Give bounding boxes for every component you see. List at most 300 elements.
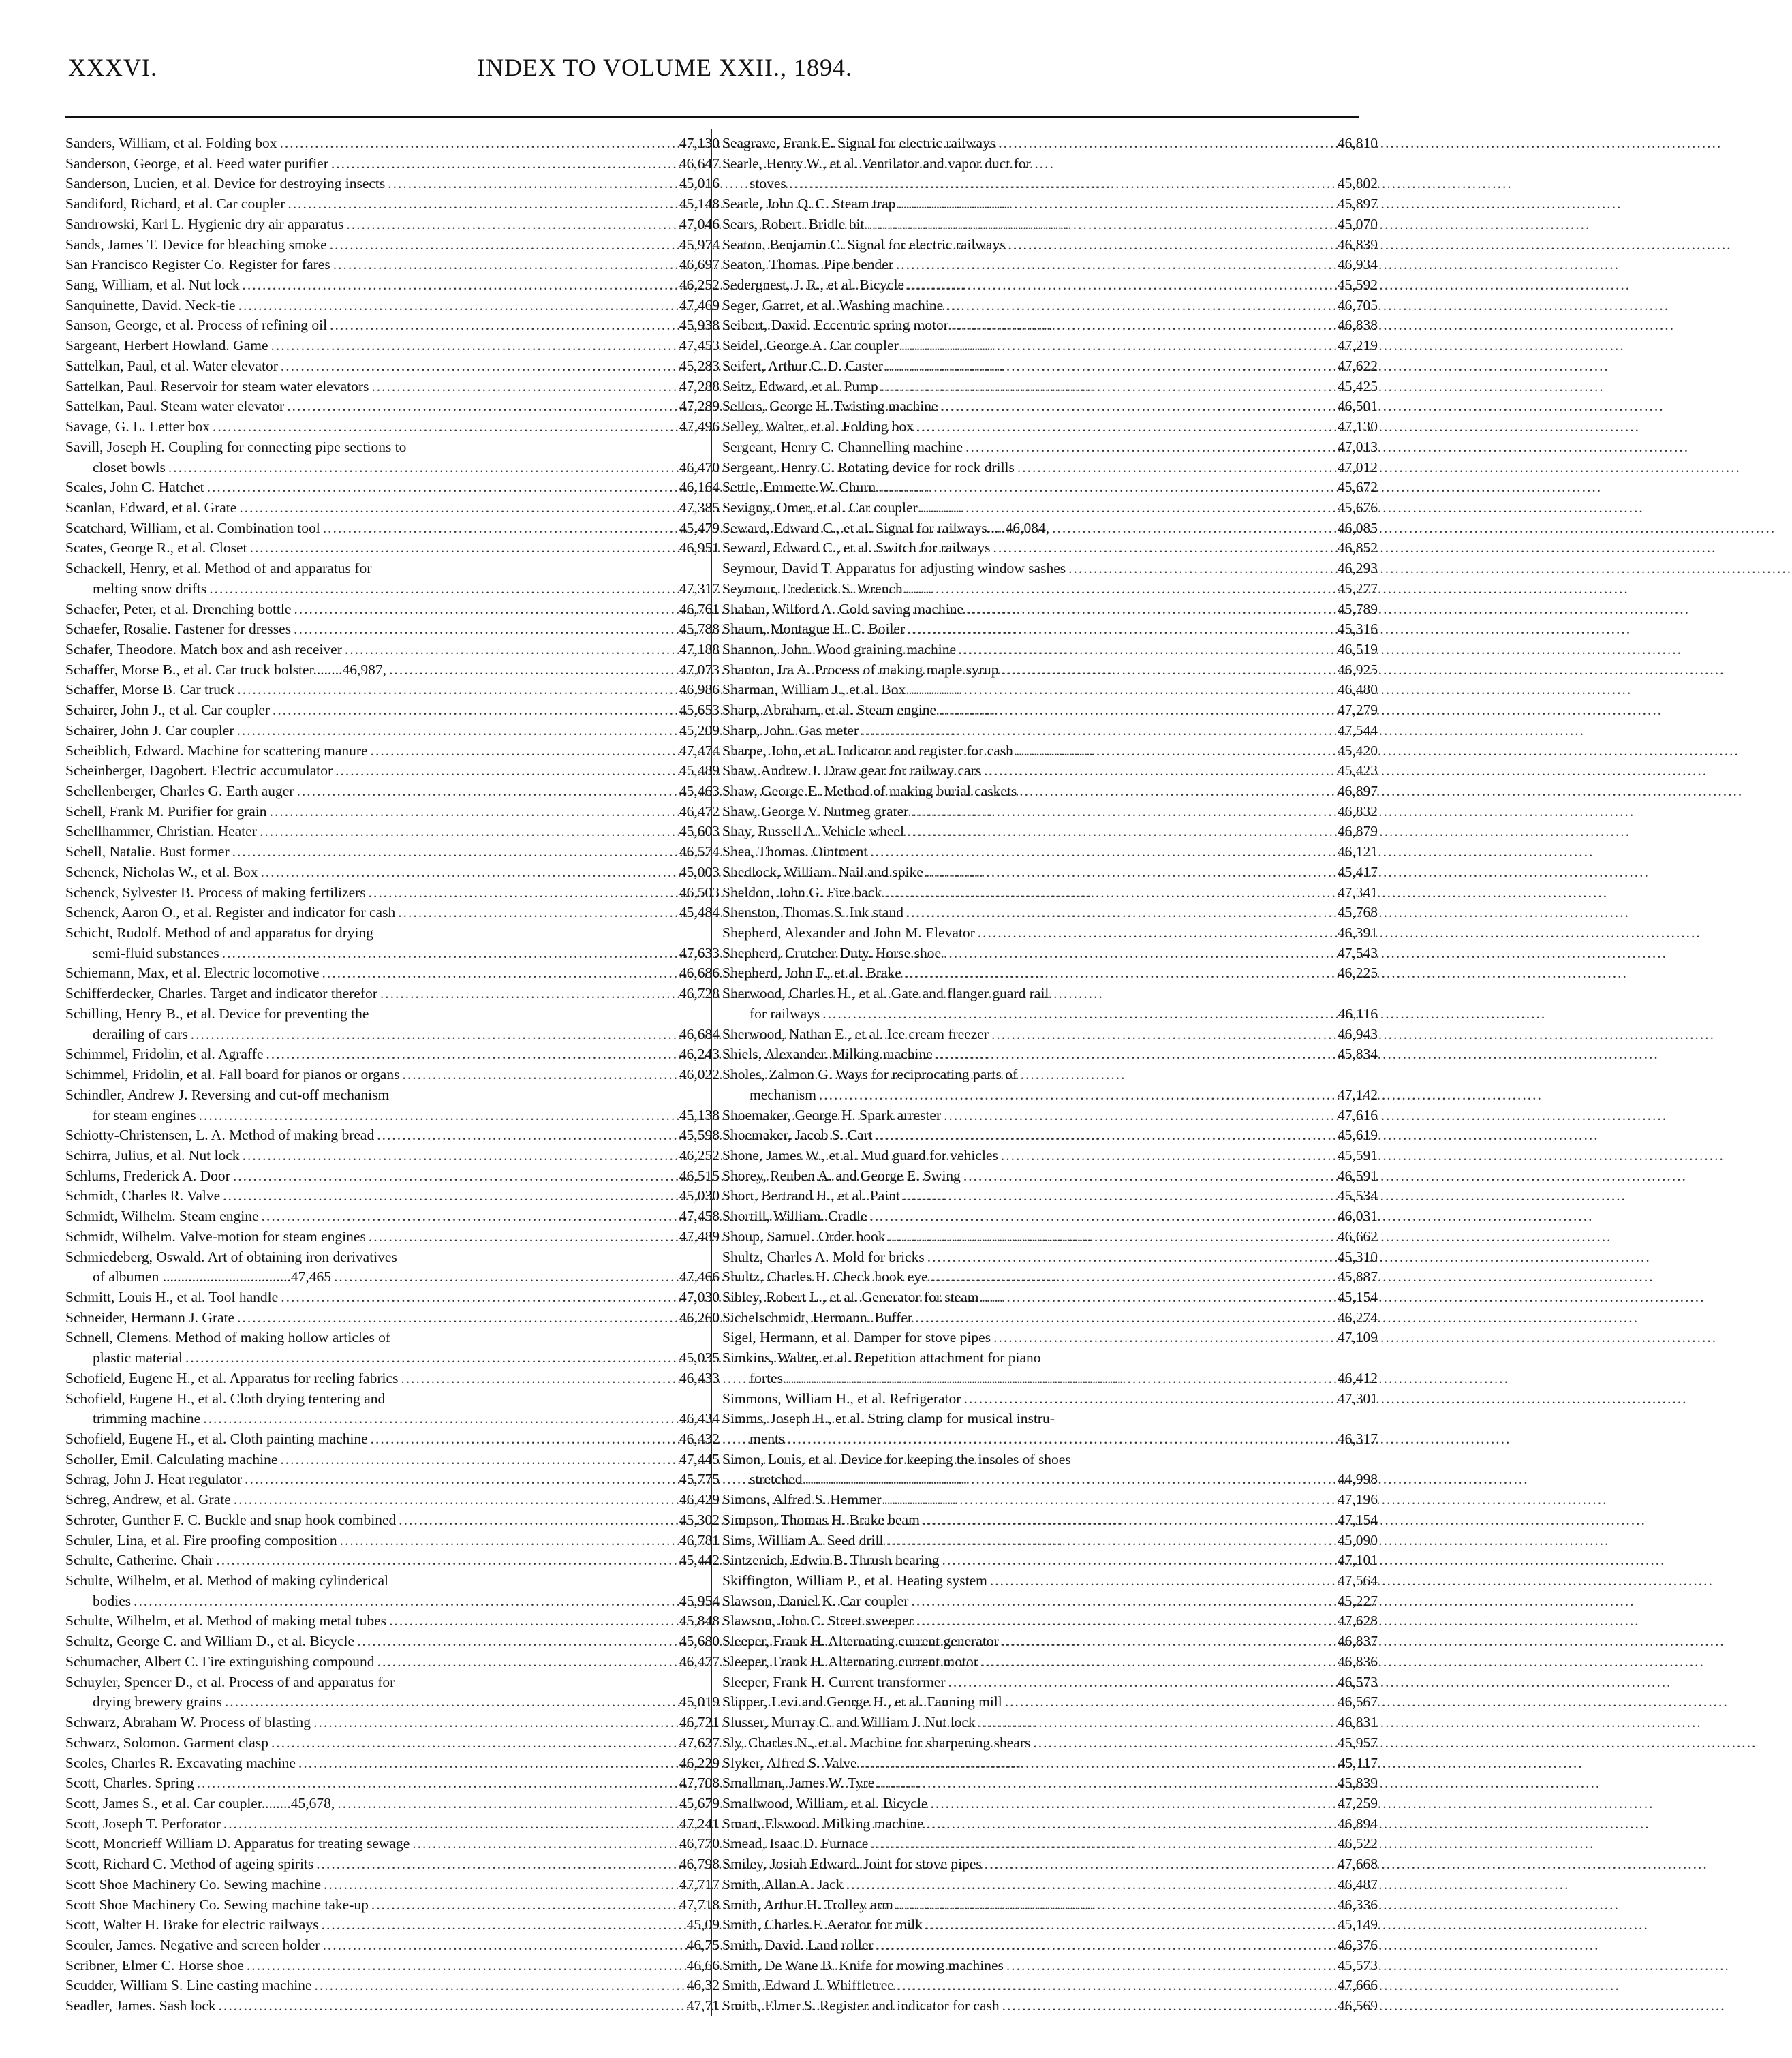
patent-number: 45,019 bbox=[679, 1694, 720, 1711]
leader-dots bbox=[223, 1186, 669, 1206]
leader-dots bbox=[239, 498, 669, 518]
patent-number: 47,073 bbox=[679, 661, 720, 678]
entry-text: Shoemaker, George H. Spark arrester bbox=[722, 1106, 942, 1123]
patent-number: 47,633 bbox=[679, 944, 720, 961]
index-entry bbox=[722, 781, 1378, 802]
index-entry bbox=[722, 1409, 1378, 1449]
entry-text: Smith, Elmer S. Register and indicator for cash bbox=[722, 1997, 1000, 2014]
leader-dots bbox=[273, 700, 669, 721]
patent-number: 47,453 bbox=[679, 337, 720, 354]
index-entry bbox=[65, 396, 720, 417]
patent-number: 45,974 bbox=[679, 236, 720, 253]
patent-number: 47,279 bbox=[1337, 702, 1378, 719]
entry-text: Seward, Edward C., et al. Switch for railways bbox=[722, 540, 991, 557]
patent-number: 46,260 bbox=[679, 1309, 720, 1326]
entry-text: Schmitt, Louis H., et al. Tool handle bbox=[65, 1288, 279, 1305]
index-entry bbox=[722, 1834, 1378, 1854]
index-entry bbox=[65, 538, 720, 559]
index-entry bbox=[65, 1044, 720, 1065]
entry-text: Schrag, John J. Heat regulator bbox=[65, 1471, 243, 1488]
entry-text: Schaffer, Morse B. Car truck bbox=[65, 681, 235, 698]
patent-number: 47,219 bbox=[1337, 337, 1378, 354]
leader-dots bbox=[881, 377, 1327, 397]
entry-text: Schmidt, Wilhelm. Valve-motion for steam engines bbox=[65, 1228, 366, 1245]
patent-number: 46,591 bbox=[1337, 1167, 1378, 1184]
patent-number: 46,515 bbox=[679, 1167, 720, 1184]
patent-number: 46,274 bbox=[1337, 1309, 1378, 1326]
index-entry bbox=[65, 822, 720, 842]
entry-text: San Francisco Register Co. Register for fares bbox=[65, 256, 330, 273]
index-entry bbox=[722, 437, 1378, 458]
patent-number: 46,085 bbox=[1337, 519, 1378, 536]
leader-dots bbox=[323, 518, 669, 539]
entry-text: Scatchard, William, et al. Combination tool bbox=[65, 519, 320, 536]
leader-dots bbox=[897, 1976, 1327, 1996]
patent-number: 46,229 bbox=[679, 1754, 720, 1771]
entry-continuation: for steam engines bbox=[93, 1106, 196, 1123]
entry-text: Schellhammer, Christian. Heater bbox=[65, 823, 257, 840]
index-entry bbox=[722, 1591, 1378, 1612]
leader-dots bbox=[324, 1875, 669, 1895]
index-entry bbox=[722, 1206, 1378, 1227]
entry-continuation: plastic material bbox=[93, 1350, 183, 1367]
index-entry bbox=[722, 700, 1378, 721]
entry-text: Sherwood, Charles H., et al. Gate and flanger guard rail bbox=[722, 985, 1049, 1002]
leader-dots bbox=[965, 437, 1327, 458]
index-entry bbox=[65, 235, 720, 255]
entry-text: Shannon, John. Wood graining machine bbox=[722, 640, 957, 657]
patent-number: 45,09 bbox=[686, 1916, 720, 1933]
entry-text: Sims, William A. Seed drill bbox=[722, 1531, 884, 1548]
index-entry bbox=[65, 781, 720, 802]
leader-dots bbox=[846, 1875, 1327, 1895]
entry-text: Seadler, James. Sash lock bbox=[65, 1997, 216, 2014]
entry-text: Sargeant, Herbert Howland. Game bbox=[65, 337, 268, 354]
leader-dots bbox=[1002, 1996, 1327, 2016]
index-entry bbox=[65, 842, 720, 862]
leader-dots bbox=[322, 1935, 669, 1956]
leader-dots bbox=[243, 1146, 669, 1166]
patent-number: 44,998 bbox=[1337, 1471, 1378, 1488]
leader-dots bbox=[877, 1773, 1327, 1794]
entry-text: Scates, George R., et al. Closet bbox=[65, 540, 247, 557]
leader-dots bbox=[911, 802, 1327, 822]
entry-text: Shaum, Montague H. C. Boiler bbox=[722, 621, 906, 638]
leader-dots bbox=[266, 1044, 669, 1065]
entry-text: Schiotty-Christensen, L. A. Method of making bread bbox=[65, 1127, 375, 1144]
entry-text: Schenck, Nicholas W., et al. Box bbox=[65, 863, 258, 880]
patent-number: 46,429 bbox=[679, 1491, 720, 1508]
patent-number: 46,686 bbox=[679, 965, 720, 982]
leader-dots bbox=[213, 417, 669, 437]
entry-text: Schuyler, Spencer D., et al. Process of and apparatus for bbox=[65, 1673, 395, 1690]
patent-number: 45,775 bbox=[679, 1471, 720, 1488]
entry-text: Shea, Thomas. Ointment bbox=[722, 843, 868, 860]
leader-dots bbox=[931, 1267, 1327, 1288]
leader-dots bbox=[203, 1409, 669, 1429]
patent-number: 47,622 bbox=[1337, 357, 1378, 374]
entry-text: Shaw, Andrew J. Draw gear for railway cars bbox=[722, 762, 982, 779]
index-entry bbox=[65, 660, 720, 681]
index-entry bbox=[65, 619, 720, 640]
patent-number: 46,798 bbox=[679, 1856, 720, 1873]
patent-number: 45,954 bbox=[679, 1592, 720, 1609]
patent-number: 46,761 bbox=[679, 600, 720, 617]
index-entry bbox=[65, 377, 720, 397]
entry-text: Schell, Natalie. Bust former bbox=[65, 843, 230, 860]
index-entry bbox=[722, 518, 1378, 539]
index-entry bbox=[65, 1875, 720, 1895]
leader-dots bbox=[822, 1004, 1327, 1025]
leader-dots bbox=[944, 944, 1327, 964]
entry-continuation: ments bbox=[750, 1431, 785, 1447]
index-entry bbox=[65, 1369, 720, 1389]
leader-dots bbox=[982, 1288, 1327, 1308]
leader-dots bbox=[225, 1692, 669, 1713]
index-entry bbox=[65, 498, 720, 518]
leader-dots bbox=[238, 296, 669, 316]
entry-text: Shone, James W., et al. Mud guard for vehicles bbox=[722, 1147, 998, 1164]
entry-text: Schairer, John J., et al. Car coupler bbox=[65, 702, 271, 719]
leader-dots bbox=[232, 842, 669, 862]
entry-text: Sevigny, Omer, et al. Car coupler bbox=[722, 499, 918, 516]
entry-text: Searle, Henry W., et al. Ventilator and vapor duct for bbox=[722, 155, 1031, 172]
patent-number: 46,925 bbox=[1337, 661, 1378, 678]
index-entry bbox=[65, 275, 720, 296]
index-entry bbox=[722, 275, 1378, 296]
patent-number: 46,721 bbox=[679, 1714, 720, 1731]
patent-number: 46,031 bbox=[1337, 1208, 1378, 1225]
leader-dots bbox=[901, 336, 1327, 356]
patent-number: 47,717 bbox=[679, 1875, 720, 1892]
entry-text: Sleeper, Frank H. Alternating current generator bbox=[722, 1633, 999, 1650]
patent-number: 47,289 bbox=[679, 398, 720, 415]
index-entry bbox=[65, 1632, 720, 1652]
entry-text: Shoup, Samuel. Order book bbox=[722, 1228, 886, 1245]
patent-number: 46,986 bbox=[679, 681, 720, 698]
patent-number: 45,425 bbox=[1337, 377, 1378, 394]
entry-text: Sellers, George H. Twisting machine bbox=[722, 398, 938, 415]
patent-number: 45,573 bbox=[1337, 1956, 1378, 1974]
index-entry bbox=[722, 1125, 1378, 1146]
index-entry bbox=[722, 1450, 1378, 1490]
patent-number: 45,802 bbox=[1337, 175, 1378, 192]
index-entry bbox=[722, 538, 1378, 559]
leader-dots bbox=[942, 1550, 1327, 1571]
patent-number: 46,225 bbox=[1337, 965, 1378, 982]
entry-text: Schifferdecker, Charles. Target and indicator therefor bbox=[65, 985, 377, 1002]
leader-dots bbox=[884, 1490, 1328, 1510]
entry-text: Schumacher, Albert C. Fire extinguishing compound bbox=[65, 1653, 375, 1670]
patent-number: 45,598 bbox=[679, 1127, 720, 1144]
entry-text: Sichelschmidt, Hermann. Buffer bbox=[722, 1309, 913, 1326]
leader-dots bbox=[322, 963, 669, 984]
index-entry bbox=[65, 1247, 720, 1288]
index-entry bbox=[722, 1328, 1378, 1348]
entry-text: Seagrave, Frank E. Signal for electric railways bbox=[722, 135, 996, 151]
entry-text: Schofield, Eugene H., et al. Cloth painting machine bbox=[65, 1431, 368, 1447]
patent-number: 47,259 bbox=[1337, 1794, 1378, 1811]
patent-number: 46,684 bbox=[679, 1025, 720, 1042]
patent-number: 46,574 bbox=[679, 843, 720, 860]
index-entry bbox=[722, 1288, 1378, 1308]
index-entry bbox=[65, 1490, 720, 1510]
entry-text: Schmiedeberg, Oswald. Art of obtaining iron derivatives bbox=[65, 1248, 397, 1265]
entry-text: Schaffer, Morse B., et al. Car truck bolster........46,987, bbox=[65, 661, 387, 678]
entry-text: Schairer, John J. Car coupler bbox=[65, 721, 234, 738]
leader-dots bbox=[805, 1469, 1327, 1490]
leader-dots bbox=[951, 315, 1327, 336]
entry-text: Smead, Isaac D. Furnace bbox=[722, 1835, 869, 1852]
leader-dots bbox=[388, 174, 669, 194]
entry-text: Scoles, Charles R. Excavating machine bbox=[65, 1754, 296, 1771]
leader-dots bbox=[1001, 660, 1327, 681]
patent-number: 46,832 bbox=[1337, 802, 1378, 820]
patent-number: 47,301 bbox=[1337, 1390, 1378, 1407]
leader-dots bbox=[916, 417, 1327, 437]
index-entry bbox=[65, 1510, 720, 1531]
patent-number: 45,417 bbox=[1337, 863, 1378, 880]
leader-dots bbox=[298, 1753, 669, 1774]
entry-text: Schulte, Wilhelm, et al. Method of making cylinderical bbox=[65, 1572, 389, 1589]
leader-dots bbox=[279, 134, 669, 154]
patent-number: 46,810 bbox=[1337, 135, 1378, 151]
leader-dots bbox=[330, 315, 669, 336]
entry-text: Scott, Charles. Spring bbox=[65, 1775, 194, 1792]
index-entry bbox=[65, 194, 720, 215]
leader-dots bbox=[998, 134, 1327, 154]
leader-dots bbox=[908, 619, 1327, 640]
patent-number: 45,277 bbox=[1337, 580, 1378, 597]
entry-text: Scales, John C. Hatchet bbox=[65, 479, 204, 496]
leader-dots bbox=[985, 1854, 1327, 1875]
index-entry bbox=[65, 1166, 720, 1187]
patent-number: 46,121 bbox=[1337, 843, 1378, 860]
index-entry bbox=[65, 1834, 720, 1854]
leader-dots bbox=[907, 822, 1327, 842]
leader-dots bbox=[237, 1308, 669, 1328]
leader-dots bbox=[294, 619, 669, 640]
entry-text: Schultz, George C. and William D., et al. Bicycle bbox=[65, 1633, 355, 1650]
entry-continuation: stoves bbox=[750, 175, 786, 192]
entry-text: Schmidt, Charles R. Valve bbox=[65, 1187, 221, 1204]
index-entry bbox=[65, 296, 720, 316]
index-entry bbox=[65, 680, 720, 700]
index-entry bbox=[65, 134, 720, 154]
index-entry bbox=[65, 640, 720, 660]
leader-dots bbox=[984, 761, 1327, 781]
index-entry bbox=[722, 1733, 1378, 1753]
index-entry bbox=[722, 215, 1378, 235]
patent-number: 45,227 bbox=[1337, 1592, 1378, 1609]
entry-text: Schmidt, Wilhelm. Steam engine bbox=[65, 1208, 259, 1225]
patent-number: 45,149 bbox=[1337, 1916, 1378, 1933]
leader-dots bbox=[389, 660, 669, 681]
patent-number: 46,243 bbox=[679, 1046, 720, 1063]
patent-number: 45,138 bbox=[679, 1106, 720, 1123]
entry-text: Schafer, Theodore. Match box and ash receiver bbox=[65, 640, 342, 657]
index-entry bbox=[722, 802, 1378, 822]
entry-text: Seaton, Benjamin C. Signal for electric railways bbox=[722, 236, 1006, 253]
entry-text: Scudder, William S. Line casting machine bbox=[65, 1977, 312, 1994]
leader-dots bbox=[963, 1166, 1327, 1187]
leader-dots bbox=[1068, 559, 1327, 579]
index-entry bbox=[722, 315, 1378, 336]
patent-number: 45,592 bbox=[1337, 277, 1378, 294]
page-title: INDEX TO VOLUME XXII., 1894. bbox=[477, 54, 852, 81]
entry-text: Slipper, Levi and George H., et al. Fanning mill bbox=[722, 1694, 1002, 1711]
patent-number: 45,035 bbox=[679, 1350, 720, 1367]
patent-number: 46,432 bbox=[679, 1431, 720, 1447]
patent-number: 45,302 bbox=[679, 1511, 720, 1528]
leader-dots bbox=[993, 1328, 1327, 1348]
entry-text: Schiemann, Max, et al. Electric locomotive bbox=[65, 965, 320, 982]
leader-dots bbox=[168, 458, 669, 478]
patent-number: 47,628 bbox=[1337, 1612, 1378, 1630]
index-entry bbox=[65, 802, 720, 822]
patent-number: 46,472 bbox=[679, 802, 720, 820]
patent-number: 47,288 bbox=[679, 377, 720, 394]
index-entry bbox=[722, 1915, 1378, 1935]
index-entry bbox=[65, 1085, 720, 1125]
leader-dots bbox=[903, 1186, 1327, 1206]
leader-dots bbox=[262, 1206, 669, 1227]
entry-text: Shorey, Reuben A. and George E. Swing bbox=[722, 1167, 961, 1184]
index-entry bbox=[65, 1328, 720, 1368]
entry-text: Schulte, Catherine. Chair bbox=[65, 1552, 214, 1569]
patent-number: 46,951 bbox=[679, 540, 720, 557]
entry-continuation: drying brewery grains bbox=[93, 1694, 222, 1711]
patent-number: 46,839 bbox=[1337, 236, 1378, 253]
patent-number: 46,75 bbox=[686, 1936, 720, 1953]
index-entry bbox=[722, 619, 1378, 640]
patent-number: 46,770 bbox=[679, 1835, 720, 1852]
index-entry bbox=[65, 1794, 720, 1814]
leader-dots bbox=[288, 194, 669, 215]
patent-number: 45,839 bbox=[1337, 1775, 1378, 1792]
leader-dots bbox=[884, 883, 1327, 903]
entry-text: Shultz, Charles A. Mold for bricks bbox=[722, 1248, 925, 1265]
patent-number: 47,013 bbox=[1337, 438, 1378, 455]
leader-dots bbox=[991, 1025, 1327, 1045]
patent-number: 46,728 bbox=[679, 985, 720, 1002]
patent-number: 45,672 bbox=[1337, 479, 1378, 496]
patent-number: 46,480 bbox=[1337, 681, 1378, 698]
entry-text: Sanderson, George, et al. Feed water purifier bbox=[65, 155, 328, 172]
patent-number: 45,897 bbox=[1337, 196, 1378, 213]
index-entry bbox=[722, 235, 1378, 255]
entry-text: Sanquinette, David. Neck-tie bbox=[65, 296, 236, 313]
patent-number: 46,838 bbox=[1337, 317, 1378, 334]
index-entry bbox=[722, 579, 1378, 599]
index-entry bbox=[65, 255, 720, 275]
entry-text: Sharp, John. Gas meter bbox=[722, 721, 859, 738]
index-entry bbox=[722, 1227, 1378, 1247]
index-entry bbox=[722, 1794, 1378, 1814]
index-entry bbox=[65, 1753, 720, 1774]
patent-number: 45,148 bbox=[679, 196, 720, 213]
index-entry bbox=[722, 660, 1378, 681]
leader-dots bbox=[245, 1469, 669, 1490]
leader-dots bbox=[819, 1085, 1327, 1106]
index-entry bbox=[722, 1044, 1378, 1065]
leader-dots bbox=[402, 1065, 669, 1085]
patent-number: 46,433 bbox=[679, 1369, 720, 1386]
patent-number: 45,003 bbox=[679, 863, 720, 880]
entry-text: Scott, Moncrieff William D. Apparatus for treating sewage bbox=[65, 1835, 410, 1852]
patent-number: 47,241 bbox=[679, 1815, 720, 1832]
patent-number: 47,496 bbox=[679, 418, 720, 435]
leader-dots bbox=[296, 781, 669, 802]
patent-number: 47,142 bbox=[1337, 1086, 1378, 1103]
entry-text: Shanton, Ira A. Process of making maple syrup bbox=[722, 661, 999, 678]
entry-text: Schimmel, Fridolin, et al. Fall board for pianos or organs bbox=[65, 1066, 400, 1083]
leader-dots bbox=[948, 1672, 1327, 1693]
leader-dots bbox=[944, 1106, 1327, 1126]
leader-dots bbox=[990, 1571, 1327, 1591]
index-entry bbox=[65, 1186, 720, 1206]
entry-text: Savill, Joseph H. Coupling for connecting pipe sections to bbox=[65, 438, 407, 455]
entry-text: Sands, James T. Device for bleaching smoke bbox=[65, 236, 327, 253]
entry-text: Shahan, Wilford A. Gold saving machine bbox=[722, 600, 964, 617]
index-entry bbox=[722, 1692, 1378, 1713]
leader-dots bbox=[270, 802, 669, 822]
index-entry bbox=[65, 1935, 720, 1956]
patent-number: 45,768 bbox=[1337, 904, 1378, 921]
index-entry bbox=[65, 559, 720, 599]
leader-dots bbox=[337, 1794, 669, 1814]
entry-text: Seitz, Edward, et al. Pump bbox=[722, 377, 878, 394]
patent-number: 46,894 bbox=[1337, 1815, 1378, 1832]
leader-dots bbox=[886, 356, 1327, 377]
patent-number: 45,680 bbox=[679, 1633, 720, 1650]
page-header bbox=[68, 53, 1359, 94]
index-entry bbox=[722, 134, 1378, 154]
patent-number: 45,619 bbox=[1337, 1127, 1378, 1144]
index-entry bbox=[65, 1895, 720, 1916]
index-entry bbox=[722, 478, 1378, 498]
leader-dots bbox=[911, 1591, 1327, 1612]
index-entry bbox=[65, 1773, 720, 1794]
patent-number: 46,943 bbox=[1337, 1025, 1378, 1042]
index-entry bbox=[722, 1025, 1378, 1045]
patent-number: 45,209 bbox=[679, 721, 720, 738]
patent-number: 47,030 bbox=[679, 1288, 720, 1305]
index-entry bbox=[65, 1206, 720, 1227]
entry-continuation: mechanism bbox=[750, 1086, 816, 1103]
patent-number: 46,477 bbox=[679, 1653, 720, 1670]
leader-dots bbox=[927, 1814, 1327, 1835]
leader-dots bbox=[335, 761, 669, 781]
index-entry bbox=[65, 1450, 720, 1470]
leader-dots bbox=[398, 903, 669, 923]
leader-dots bbox=[191, 1025, 669, 1045]
index-entry bbox=[722, 599, 1378, 620]
patent-number: 47,466 bbox=[679, 1268, 720, 1285]
index-entry bbox=[722, 1713, 1378, 1733]
patent-number: 46,116 bbox=[1338, 1005, 1378, 1022]
patent-number: 45,484 bbox=[679, 904, 720, 921]
entry-text: Shortill, William. Cradle bbox=[722, 1208, 867, 1225]
entry-text: Sanderson, Lucien, et al. Device for destroying insects bbox=[65, 175, 386, 192]
leader-dots bbox=[1006, 1956, 1327, 1976]
leader-dots bbox=[959, 640, 1327, 660]
entry-text: Schellenberger, Charles G. Earth auger bbox=[65, 783, 294, 799]
entry-text: Simons, Alfred S. Hemmer bbox=[722, 1491, 882, 1508]
leader-dots bbox=[346, 215, 669, 235]
index-entry bbox=[65, 437, 720, 478]
entry-text: Scribner, Elmer C. Horse shoe bbox=[65, 1956, 244, 1974]
